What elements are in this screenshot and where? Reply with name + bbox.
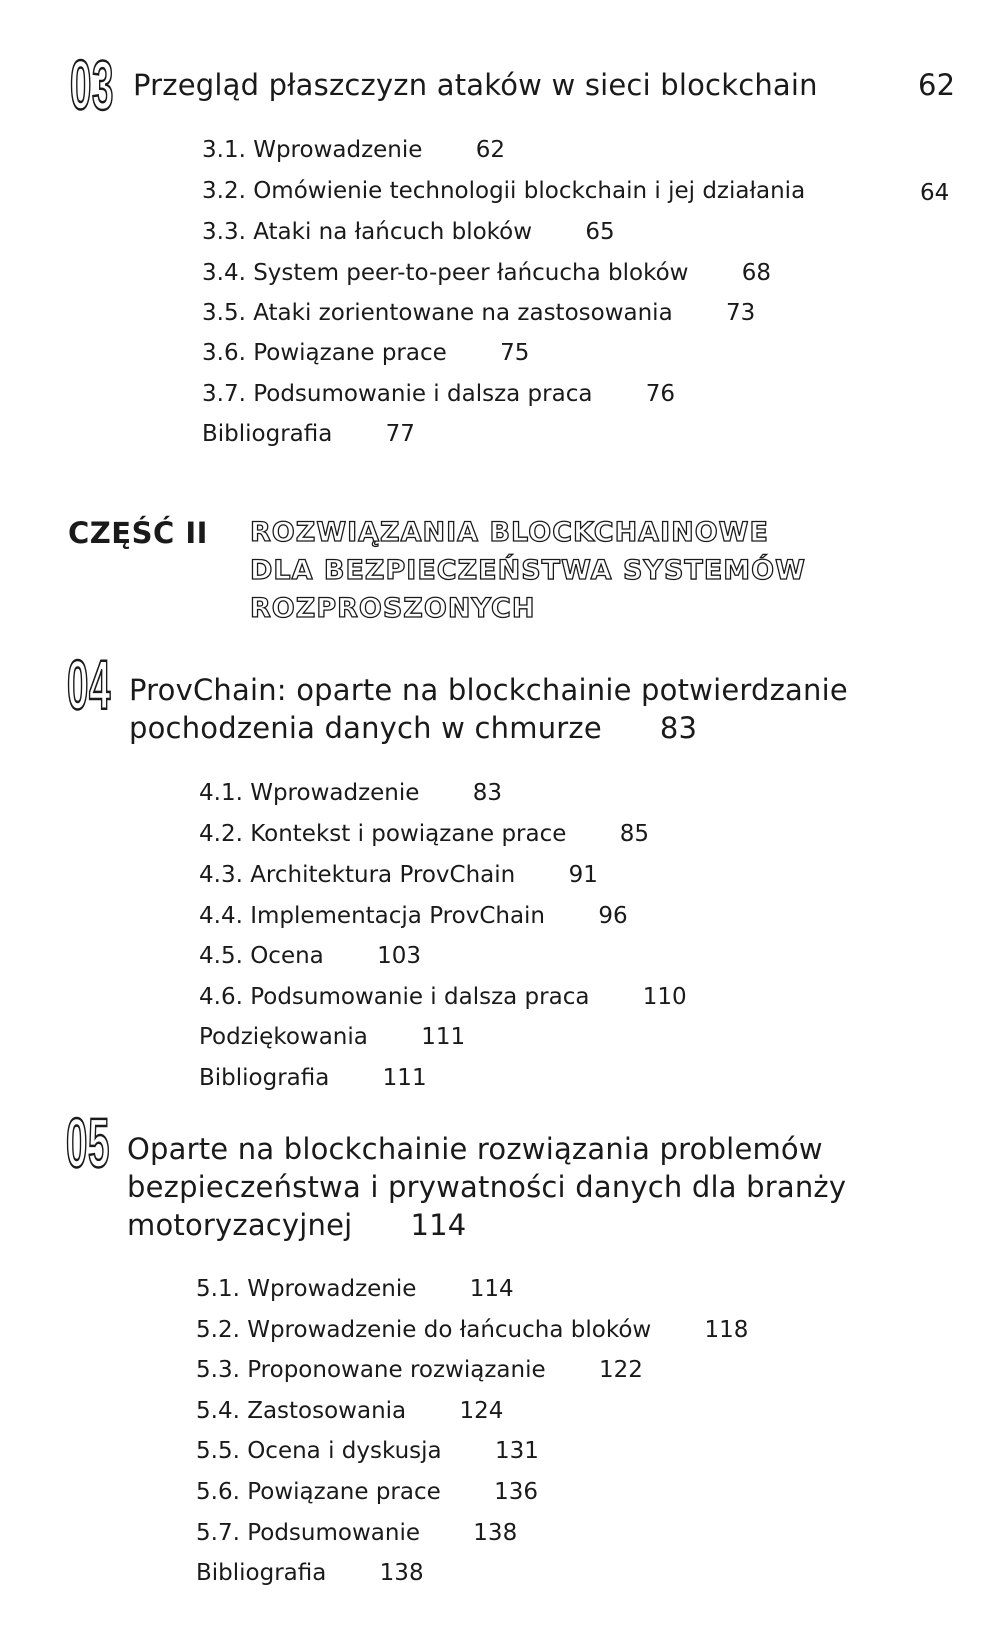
toc-entry-number: 5.6. [196, 1479, 240, 1505]
toc-entry-page: 138 [473, 1520, 518, 1546]
toc-entry[interactable] [202, 136, 505, 164]
toc-entry-page: 96 [598, 903, 628, 929]
toc-entry-number: 5.7. [196, 1520, 240, 1546]
toc-entry-page: 83 [472, 780, 503, 806]
toc-entry[interactable] [202, 259, 771, 287]
toc-entry-page: 136 [494, 1479, 538, 1505]
toc-entry[interactable] [196, 1356, 643, 1384]
toc-entry[interactable] [199, 983, 687, 1011]
toc-entry-number: 5.5. [196, 1438, 240, 1464]
toc-entry[interactable] [199, 779, 502, 807]
toc-entry-label: Wprowadzenie [250, 780, 420, 806]
toc-entry-number: 3.2. [202, 178, 246, 204]
toc-entry-number: 3.3. [202, 219, 246, 245]
toc-entry[interactable] [199, 861, 598, 889]
chapter-page: 114 [410, 1208, 467, 1242]
toc-entry-page: 122 [598, 1357, 643, 1383]
toc-entry-label: Bibliografia [196, 1560, 327, 1586]
toc-entry[interactable] [202, 339, 529, 367]
chapter-number: 04 [67, 646, 111, 724]
toc-entry-label: System peer-to-peer łańcucha bloków [253, 260, 689, 286]
chapter-title-line: ProvChain: oparte na blockchainie potwierdzanie [129, 673, 848, 707]
part-title-line: ROZPROSZONYCH [250, 593, 536, 624]
toc-entry-label: Powiązane prace [253, 340, 447, 366]
chapter-title [127, 1130, 987, 1244]
toc-entry-label: Wprowadzenie do łańcucha bloków [247, 1317, 652, 1343]
toc-entry-label: Bibliografia [202, 421, 333, 447]
toc-entry-page: 77 [385, 421, 415, 447]
chapter-title-text: pochodzenia danych w chmurze [129, 711, 602, 745]
toc-entry-label: Bibliografia [199, 1065, 330, 1091]
toc-entry-label: Podsumowanie i dalsza praca [250, 984, 590, 1010]
part-title-line: DLA BEZPIECZEŃSTWA SYSTEMÓW [250, 555, 806, 586]
toc-entry-page: 75 [500, 340, 530, 366]
toc-entry[interactable] [196, 1316, 748, 1344]
chapter-title-text: motoryzacyjnej [127, 1208, 353, 1242]
toc-entry-number: 3.1. [202, 137, 246, 163]
toc-entry-page: 73 [725, 300, 756, 326]
toc-entry-label: Podsumowanie [247, 1520, 420, 1546]
toc-entry[interactable] [202, 177, 805, 205]
toc-entry-label: Podsumowanie i dalsza praca [253, 381, 593, 407]
toc-entry[interactable] [196, 1275, 514, 1303]
toc-entry-page: 124 [459, 1398, 504, 1424]
toc-entry-page: 68 [741, 260, 772, 286]
toc-entry-number: 3.6. [202, 340, 246, 366]
chapter-title [129, 671, 979, 747]
toc-entry-page: 111 [421, 1024, 466, 1050]
toc-entry-number: 5.2. [196, 1317, 240, 1343]
toc-entry-page: 62 [475, 137, 506, 163]
toc-entry[interactable] [196, 1397, 503, 1425]
toc-entry-page: 65 [585, 219, 615, 245]
toc-entry[interactable] [199, 902, 628, 930]
toc-entry-label: Zastosowania [247, 1398, 407, 1424]
toc-entry-number: 5.3. [196, 1357, 240, 1383]
toc-entry-number: 3.4. [202, 260, 246, 286]
toc-entry[interactable] [196, 1437, 539, 1465]
toc-entry-page: 85 [619, 821, 650, 847]
toc-entry-label: Architektura ProvChain [250, 862, 516, 888]
toc-entry-page: 110 [642, 984, 687, 1010]
toc-entry-page: 64 [920, 180, 950, 206]
chapter-title [133, 66, 963, 104]
toc-entry-page: 111 [382, 1065, 427, 1091]
toc-entry-bibliography[interactable] [199, 1064, 427, 1092]
chapter-page: 62 [918, 68, 956, 102]
toc-entry-page: 118 [704, 1317, 749, 1343]
toc-entry-number: 5.4. [196, 1398, 240, 1424]
toc-entry-page: 138 [379, 1560, 424, 1586]
chapter-title-line [129, 709, 979, 747]
chapter-number: 05 [66, 1104, 110, 1182]
toc-entry-label: Omówienie technologii blockchain i jej działania [253, 178, 806, 204]
toc-entry-page: 76 [645, 381, 676, 407]
toc-entry-page: 114 [469, 1276, 514, 1302]
toc-entry-label: Implementacja ProvChain [250, 903, 546, 929]
chapter-number: 03 [70, 46, 114, 124]
toc-entry-label: Powiązane prace [247, 1479, 441, 1505]
toc-entry-label: Ataki zorientowane na zastosowania [253, 300, 673, 326]
toc-entry-label: Wprowadzenie [253, 137, 423, 163]
toc-entry-bibliography[interactable] [196, 1559, 424, 1587]
toc-entry-page: 91 [568, 862, 598, 888]
toc-entry-label: Podziękowania [199, 1024, 368, 1050]
toc-entry-number: 4.4. [199, 903, 243, 929]
toc-entry[interactable] [202, 218, 615, 246]
toc-entry-label: Proponowane rozwiązanie [247, 1357, 546, 1383]
toc-entry[interactable] [196, 1478, 538, 1506]
chapter-title-line: Oparte na blockchainie rozwiązania problemów [127, 1132, 823, 1166]
toc-entry-label: Ataki na łańcuch bloków [253, 219, 533, 245]
toc-entry-bibliography[interactable] [202, 420, 415, 448]
toc-entry-number: 4.5. [199, 943, 243, 969]
toc-entry[interactable] [202, 299, 755, 327]
toc-entry-label: Ocena [250, 943, 324, 969]
toc-entry-number: 4.2. [199, 821, 243, 847]
chapter-title-line: bezpieczeństwa i prywatności danych dla branży [127, 1170, 847, 1204]
part-label: CZĘŚĆ II [68, 516, 208, 550]
toc-entry-number: 5.1. [196, 1276, 240, 1302]
toc-entry-acknowledgements[interactable] [199, 1023, 465, 1051]
toc-entry-number: 4.6. [199, 984, 243, 1010]
toc-entry-number: 3.7. [202, 381, 246, 407]
chapter-title-line [127, 1206, 987, 1244]
part-title [250, 514, 950, 628]
toc-entry[interactable] [196, 1519, 517, 1547]
toc-entry-number: 4.3. [199, 862, 243, 888]
toc-entry-number: 3.5. [202, 300, 246, 326]
toc-entry-page: 103 [377, 943, 421, 969]
toc-entry-label: Wprowadzenie [247, 1276, 417, 1302]
toc-entry-label: Kontekst i powiązane prace [250, 821, 567, 847]
toc-entry[interactable] [202, 380, 675, 408]
toc-entry[interactable] [199, 942, 421, 970]
part-title-line: ROZWIĄZANIA BLOCKCHAINOWE [250, 517, 769, 548]
toc-entry-page: 131 [494, 1438, 539, 1464]
toc-entry[interactable] [199, 820, 649, 848]
toc-entry-label: Ocena i dyskusja [247, 1438, 442, 1464]
chapter-page: 83 [659, 711, 698, 745]
toc-entry-number: 4.1. [199, 780, 243, 806]
chapter-title-text: Przegląd płaszczyzn ataków w sieci blockchain [133, 68, 818, 102]
